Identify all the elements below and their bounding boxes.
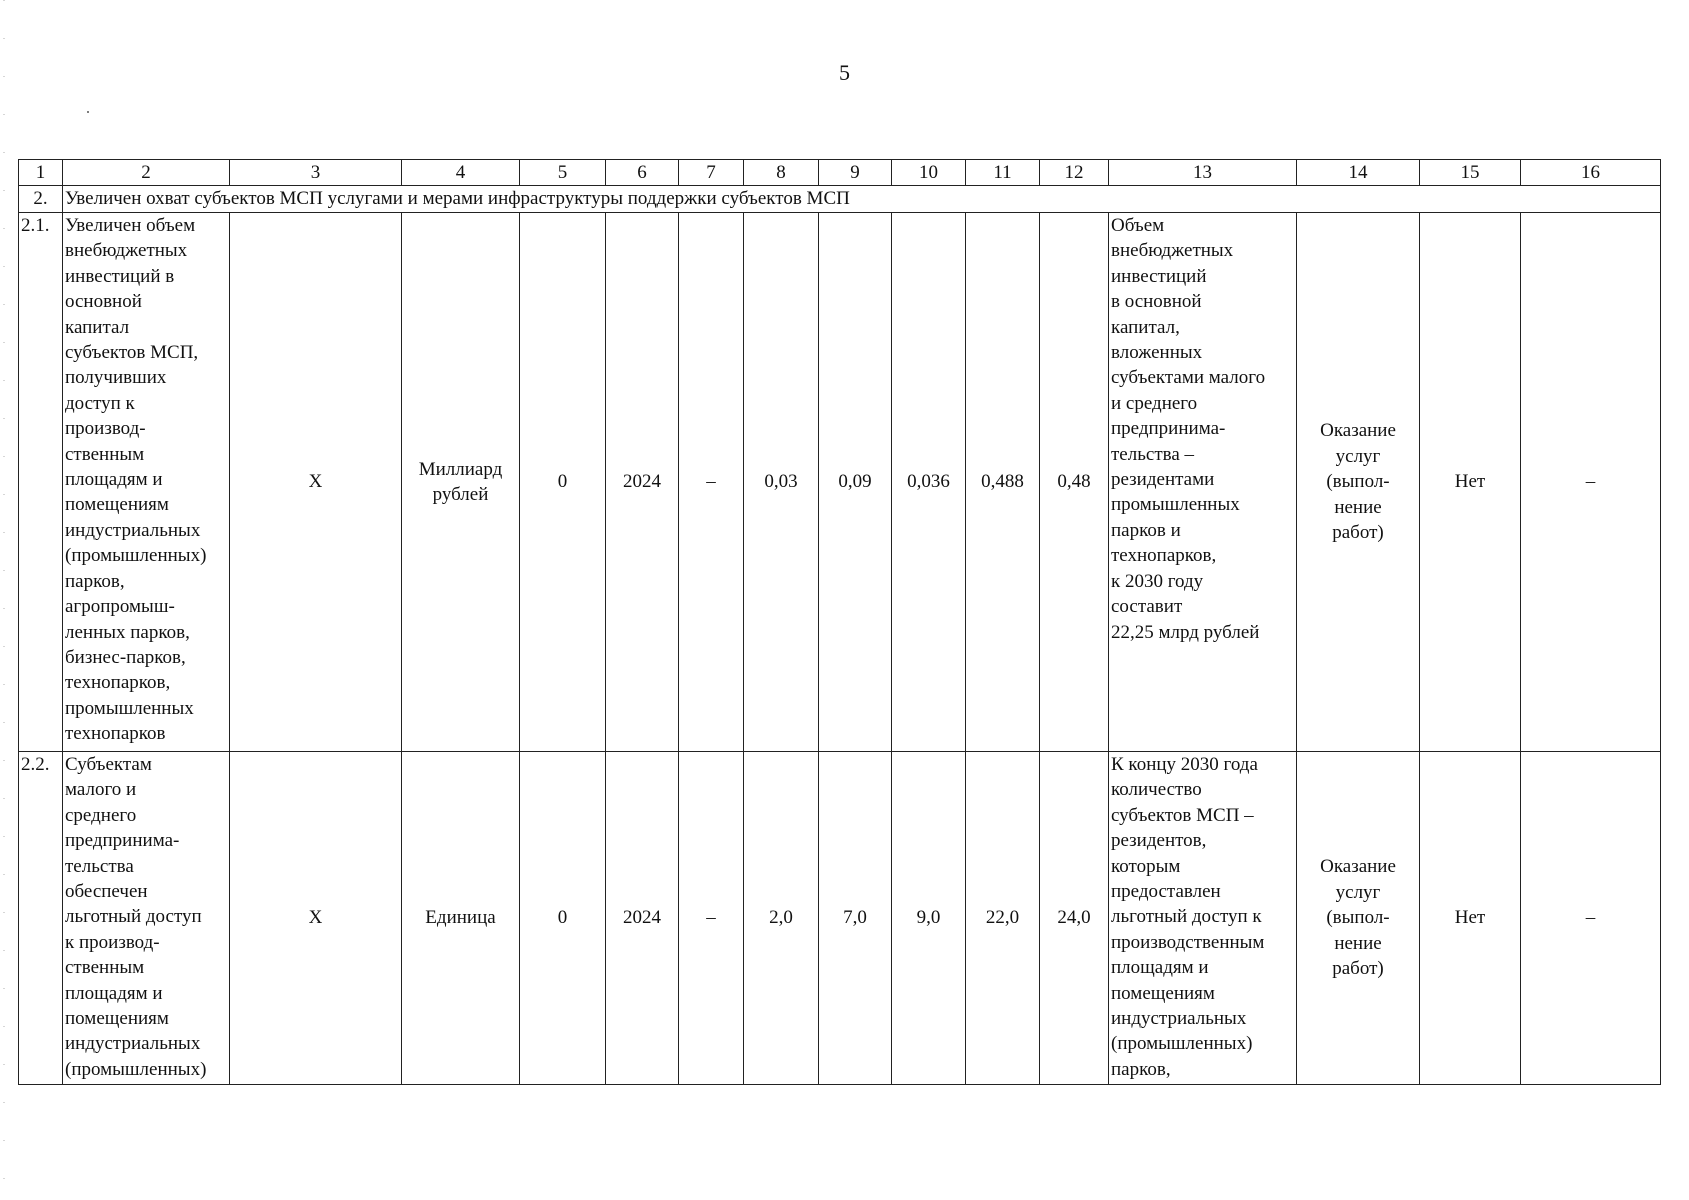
value-col8: 2,0	[744, 752, 819, 1085]
description: К концу 2030 года количество субъектов МСП – резидентов, которым предоставлен льготный доступ к производственным площадям и помещениям индустриальных (промышленных) парков,	[1109, 752, 1297, 1085]
base-value: 0	[520, 213, 606, 752]
value-col9: 7,0	[819, 752, 892, 1085]
activity-type: Оказание услуг (выпол- нение работ)	[1297, 752, 1420, 1085]
unit: Миллиард рублей	[402, 213, 520, 752]
col-header: 4	[402, 160, 520, 186]
indicators-table	[18, 159, 1661, 1085]
col-header: 12	[1040, 160, 1109, 186]
base-value: 0	[520, 752, 606, 1085]
section-row	[19, 186, 1661, 213]
col-header: 15	[1420, 160, 1521, 186]
col-header: 11	[966, 160, 1040, 186]
description: Объем внебюджетных инвестиций в основной капитал, вложенных субъектами малого и среднего предпринима- тельства – резидентами промышленных парков и технопарков, к 2030 году составит 22,25 млрд рублей	[1109, 213, 1297, 752]
col-header: 1	[19, 160, 63, 186]
row-number: 2.2.	[19, 752, 63, 1085]
col3-value: Х	[230, 213, 402, 752]
value-col12: 24,0	[1040, 752, 1109, 1085]
col-header: 7	[679, 160, 744, 186]
col-header: 10	[892, 160, 966, 186]
col15-value: Нет	[1420, 752, 1521, 1085]
value-col10: 0,036	[892, 213, 966, 752]
value-col8: 0,03	[744, 213, 819, 752]
col3-value: Х	[230, 752, 402, 1085]
col-header: 8	[744, 160, 819, 186]
base-year: 2024	[606, 213, 679, 752]
value-col11: 22,0	[966, 752, 1040, 1085]
page-number: 5	[839, 60, 850, 85]
scan-speck	[87, 111, 89, 113]
col-header: 3	[230, 160, 402, 186]
col-header: 6	[606, 160, 679, 186]
col16-value: –	[1521, 213, 1661, 752]
scan-margin-artifact	[3, 0, 5, 1200]
unit: Единица	[402, 752, 520, 1085]
col7-value: –	[679, 213, 744, 752]
col15-value: Нет	[1420, 213, 1521, 752]
value-col11: 0,488	[966, 213, 1040, 752]
column-number-row	[19, 160, 1661, 186]
col-header: 5	[520, 160, 606, 186]
indicator-name: Субъектам малого и среднего предпринима- тельства обеспечен льготный доступ к производ- ственным площадям и помещениям индустриальных (промышленных)	[63, 752, 230, 1085]
value-col12: 0,48	[1040, 213, 1109, 752]
table-row	[19, 213, 1661, 752]
col-header: 13	[1109, 160, 1297, 186]
col-header: 14	[1297, 160, 1420, 186]
value-col9: 0,09	[819, 213, 892, 752]
col7-value: –	[679, 752, 744, 1085]
activity-type: Оказание услуг (выпол- нение работ)	[1297, 213, 1420, 752]
section-number: 2.	[19, 186, 63, 213]
col-header: 9	[819, 160, 892, 186]
row-number: 2.1.	[19, 213, 63, 752]
section-title: Увеличен охват субъектов МСП услугами и мерами инфраструктуры поддержки субъектов МСП	[63, 186, 1661, 213]
col-header: 2	[63, 160, 230, 186]
table-row	[19, 752, 1661, 1085]
col16-value: –	[1521, 752, 1661, 1085]
base-year: 2024	[606, 752, 679, 1085]
indicator-name: Увеличен объем внебюджетных инвестиций в основной капитал субъектов МСП, получивших доступ к производ- ственным площадям и помещениям индустриальных (промышленных) парков, агропромыш- ленных парков, бизнес-парков, технопарков, промышленных технопарков	[63, 213, 230, 752]
col-header: 16	[1521, 160, 1661, 186]
value-col10: 9,0	[892, 752, 966, 1085]
